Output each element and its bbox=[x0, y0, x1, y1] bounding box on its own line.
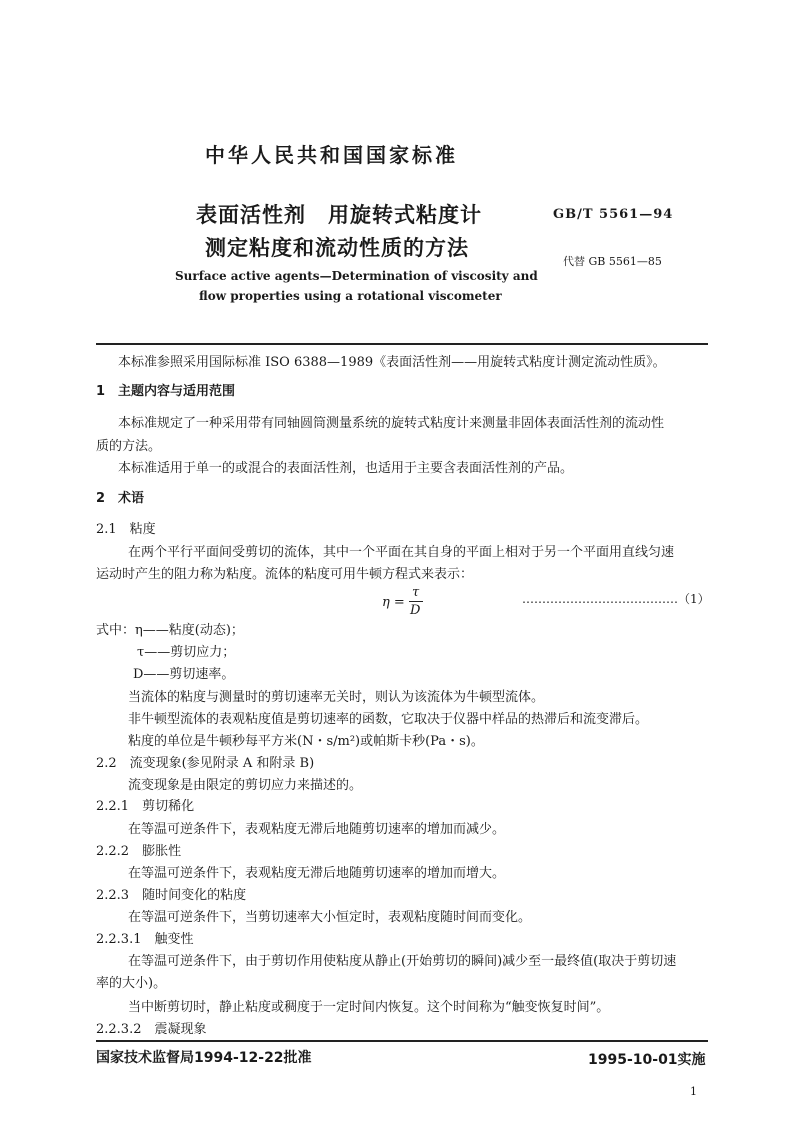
implementation-date: 1995-10-01实施 bbox=[588, 1052, 706, 1068]
section-2-1-paragraph-1b: 运动时产生的阻力称为粘度。流体的粘度可用牛顿方程式来表示： bbox=[96, 567, 474, 582]
section-2-2-heading: 2.2 流变现象(参见附录 A 和附录 B) bbox=[96, 756, 315, 771]
section-1-heading: 1 主题内容与适用范围 bbox=[96, 384, 236, 399]
section-2-2-1-heading: 2.2.1 剪切稀化 bbox=[96, 799, 195, 814]
section-1-paragraph-2: 本标准适用于单一的或混合的表面活性剂，也适用于主要含表面活性剂的产品。 bbox=[118, 461, 574, 476]
equation-number: …………………………………（1） bbox=[522, 592, 710, 606]
equation-fraction-bar bbox=[409, 601, 423, 602]
section-2-2-paragraph: 流变现象是由限定的剪切应力来描述的。 bbox=[128, 778, 363, 793]
equation-numerator: τ bbox=[412, 585, 420, 600]
replaces-code: 代替 GB 5561—85 bbox=[563, 255, 662, 268]
section-2-2-2-paragraph: 在等温可逆条件下，表观粘度无滞后地随剪切速率的增加而增大。 bbox=[128, 866, 506, 881]
where-line-2: τ——剪切应力； bbox=[137, 645, 236, 660]
equation-denominator: D bbox=[410, 603, 421, 618]
english-title-line-1: Surface active agents—Determination of viscosity and bbox=[175, 269, 538, 283]
section-2-2-3-1-paragraph-1a: 在等温可逆条件下，由于剪切作用使粘度从静止(开始剪切的瞬间)减少至一最终值(取决于剪切速 bbox=[128, 954, 677, 969]
approval-line: 国家技术监督局1994-12-22批准 bbox=[96, 1050, 312, 1066]
where-line-1: 式中：η——粘度(动态)； bbox=[96, 623, 244, 638]
where-line-3: D——剪切速率。 bbox=[133, 667, 235, 682]
section-2-1-paragraph-3: 非牛顿型流体的表观粘度值是剪切速率的函数，它取决于仪器中样品的热滞后和流变滞后。 bbox=[128, 712, 649, 727]
intro-paragraph: 本标准参照采用国际标准 ISO 6388—1989《表面活性剂——用旋转式粘度计测定流动性质》。 bbox=[118, 355, 666, 370]
title-line-2: 测定粘度和流动性质的方法 bbox=[205, 236, 469, 260]
section-2-2-3-heading: 2.2.3 随时间变化的粘度 bbox=[96, 888, 247, 903]
title-line-1: 表面活性剂 用旋转式粘度计 bbox=[196, 203, 482, 227]
standard-code: GB/T 5561—94 bbox=[553, 207, 674, 222]
equation-lhs: η = bbox=[382, 595, 405, 610]
footer-rule bbox=[96, 1040, 708, 1042]
section-1-paragraph-1b: 质的方法。 bbox=[96, 439, 162, 454]
header-rule bbox=[96, 343, 708, 345]
section-2-2-3-2-heading: 2.2.3.2 震凝现象 bbox=[96, 1022, 207, 1037]
section-2-2-3-1-paragraph-2: 当中断剪切时，静止粘度或稠度于一定时间内恢复。这个时间称为“触变恢复时间”。 bbox=[128, 1000, 610, 1015]
section-2-2-3-1-paragraph-1b: 率的大小)。 bbox=[96, 976, 167, 991]
section-2-2-1-paragraph: 在等温可逆条件下，表观粘度无滞后地随剪切速率的增加而减少。 bbox=[128, 822, 506, 837]
section-2-2-3-paragraph: 在等温可逆条件下，当剪切速率大小恒定时，表观粘度随时间而变化。 bbox=[128, 910, 532, 925]
section-2-1-paragraph-1a: 在两个平行平面间受剪切的流体，其中一个平面在其自身的平面上相对于另一个平面用直线匀速 bbox=[128, 545, 675, 560]
section-2-1-paragraph-4: 粘度的单位是牛顿秒每平方米(N・s/m²)或帕斯卡秒(Pa・s)。 bbox=[128, 734, 484, 749]
section-2-1-heading: 2.1 粘度 bbox=[96, 522, 156, 537]
section-2-2-3-1-heading: 2.2.3.1 触变性 bbox=[96, 932, 194, 947]
section-2-2-2-heading: 2.2.2 膨胀性 bbox=[96, 844, 182, 859]
page-number: 1 bbox=[690, 1085, 697, 1098]
national-standard-heading: 中华人民共和国国家标准 bbox=[205, 143, 458, 167]
section-1-paragraph-1a: 本标准规定了一种采用带有同轴圆筒测量系统的旋转式粘度计来测量非固体表面活性剂的流动性 bbox=[118, 416, 665, 431]
section-2-1-paragraph-2: 当流体的粘度与测量时的剪切速率无关时，则认为该流体为牛顿型流体。 bbox=[128, 690, 545, 705]
section-2-heading: 2 术语 bbox=[96, 491, 145, 506]
english-title-line-2: flow properties using a rotational viscometer bbox=[199, 289, 502, 303]
